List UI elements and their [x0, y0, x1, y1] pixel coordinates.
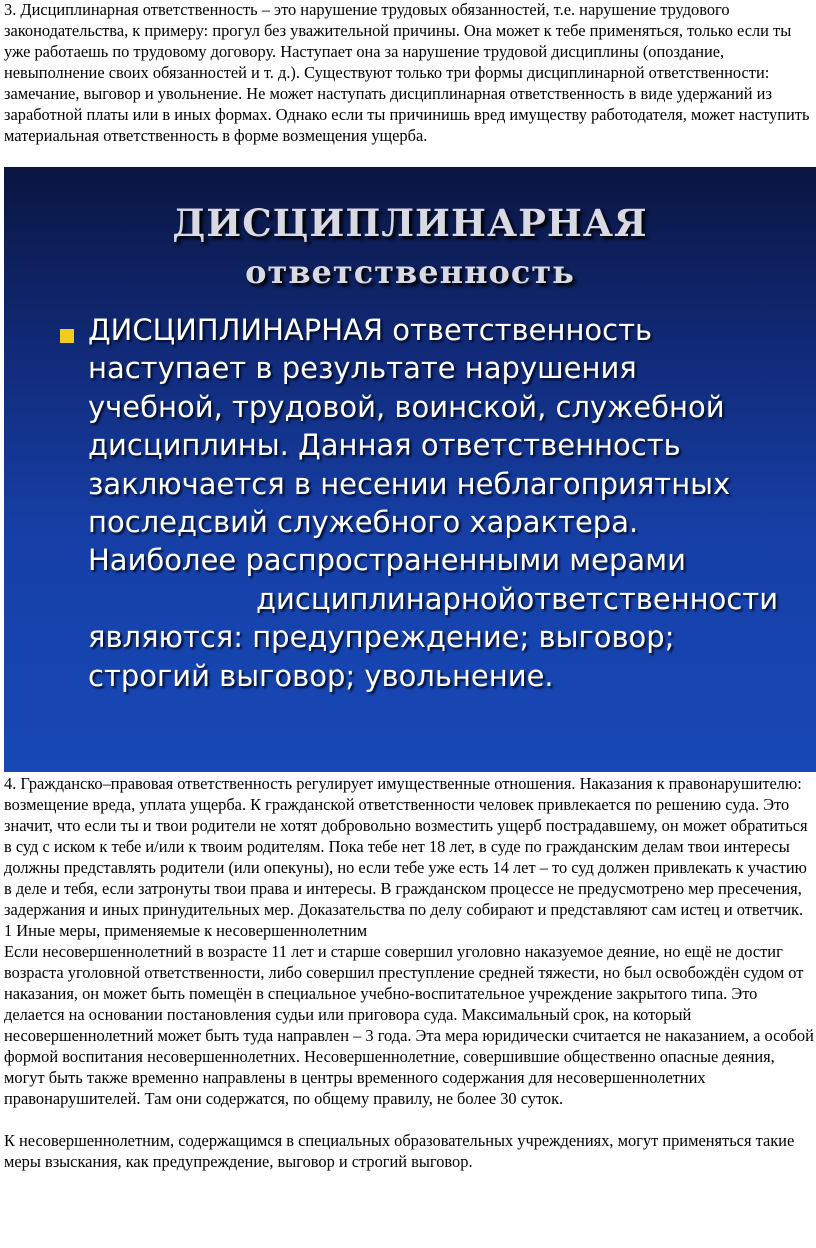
slide-body-line: последсвий служебного характера.: [88, 505, 639, 540]
paragraph-penalties: К несовершеннолетним, содержащимся в специальных образовательных учреждениях, могут применяться такие меры взыскания, как предупреждение, выговор и строгий выговор.: [4, 1131, 795, 1171]
paragraph-disciplinary: 3. Дисциплинарная ответственность – это нарушение трудовых обязанностей, т.е. нарушение трудового законодательства, к примеру: прогул без уважительной причины. Она может к тебе применяться, только если ты уже работаешь по трудовому договору. Наступает она за нарушение трудовой дисциплины (опоздание, невыполнение своих обязанностей и т. д.). Существуют только три формы дисциплинарной ответственности: замечание, выговор и увольнение. Не может наступать дисциплинарная ответственность в виде удержаний из заработной платы или в иных формах. Однако если ты причинишь вред имуществу работодателя, может наступить материальная ответственность в форме возмещения ущерба.: [4, 0, 810, 145]
slide-body-line: ДИСЦИПЛИНАРНАЯ ответственность: [88, 313, 653, 347]
slide-body-line: являются: предупреждение; выговор;: [88, 620, 675, 655]
heading-other-measures: 1 Иные меры, применяемые к несовершеннолетним: [4, 921, 368, 940]
slide-body: [88, 311, 779, 695]
paragraph-civil: 4. Гражданско–правовая ответственность регулирует имущественные отношения. Наказания к правонарушителю: возмещение вреда, уплата ущерба. К гражданской ответственности человек привлекается по решению суда. Это значит, что если ты и твои родители не хотят добровольно возместить ущерб пострадавшему, он может обратиться в суд с иском к тебе и/или к твоим родителям. Пока тебе нет 18 лет, в суде по гражданским делам твои интересы должны представлять родители (или опекуны), но если тебе уже есть 14 лет – то суд должен привлекать к участию в деле и тебя, если затронуты твои права и интересы. В гражданском процессе не предусмотрено мер пресечения, задержания и иных принудительных мер. Доказательства по делу собирают и представляют сам истец и ответчик.: [4, 774, 808, 919]
slide-body-line: дисциплины. Данная ответственность: [88, 428, 681, 463]
bullet-square-icon: [60, 329, 74, 343]
slide-body-line: Наиболее распространенными мерами: [88, 543, 686, 578]
slide-body-line: наступает в результате нарушения: [88, 351, 637, 386]
slide-body-line: строгий выговор; увольнение.: [88, 658, 554, 693]
slide-body-line: дисциплинарнойответственности: [256, 581, 779, 616]
slide-body-line: учебной, трудовой, воинской, служебной: [88, 389, 725, 424]
slide-subtitle: ответственность: [245, 253, 575, 291]
paragraph-measures: Если несовершеннолетний в возрасте 11 лет и старше совершил уголовно наказуемое деяние, но ещё не достиг возраста уголовной ответственности, либо совершил преступление средней тяжести, но был освобождён судом от наказания, он может быть помещён в специальное учебно-воспитательное учреждение закрытого типа. Это делается на основании постановления судьи или приговора суда. Максимальный срок, на который несовершеннолетний может быть туда направлен – 3 года. Эта мера юридически считается не наказанием, а особой формой воспитания несовершеннолетних. Несовершеннолетние, совершившие общественно опасные деяния, могут быть также временно направлены в центры временного содержания для несовершеннолетних правонарушителей. Там они содержатся, по общему правилу, не более 30 суток.: [4, 942, 814, 1108]
slide-image: [4, 167, 816, 772]
slide-title: ДИСЦИПЛИНАРНАЯ: [172, 201, 648, 245]
spacer: [0, 1109, 816, 1130]
bottom-text: [0, 773, 816, 1172]
slide-body-line: заключается в несении неблагоприятных: [88, 466, 731, 501]
